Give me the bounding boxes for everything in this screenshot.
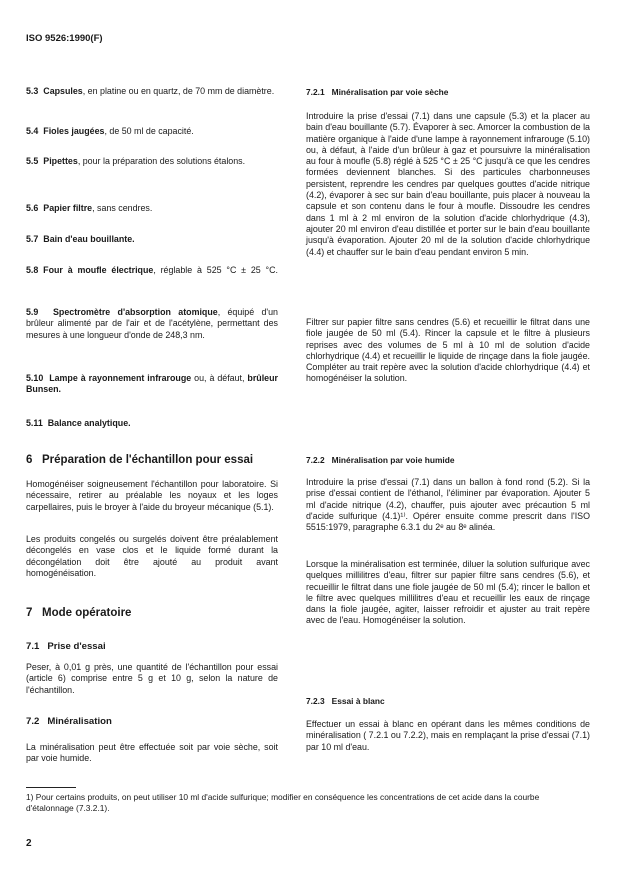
section-7-2-2-paragraph-2: Lorsque la minéralisation est terminée, diluer la solution sulfurique avec quelques millilitres d'eau, filtrer sur papier filtre sans cendres (5.6), et recueillir le filtrat dans une fiole jaugée de 50 ml (5.4); rincer le ballon et le filtre avec quelques millilitres d'eau et recueillir les eaux de rinçage dans la fiole jaugée, agiter, laisser refroidir et ajuster au trait repère avec de l'eau. Homogénéiser la solution. xyxy=(306,559,590,626)
section-title: Préparation de l'échantillon pour essai xyxy=(42,454,254,466)
item-term: Capsules xyxy=(43,86,83,96)
section-7-2-heading xyxy=(26,716,278,727)
section-7-1-paragraph: Peser, à 0,01 g près, une quantité de l'échantillon pour essai (article 6) comprise entre 5 g et 10 g, selon la nature de l'échantillon. xyxy=(26,662,278,695)
section-number: 7.2.3 xyxy=(306,696,325,706)
section-number: 7.2 xyxy=(26,716,40,727)
section-title: Mode opératoire xyxy=(42,607,132,619)
section-number: 7.2.1 xyxy=(306,87,325,97)
item-number: 5.4 xyxy=(26,126,39,136)
item-5-4 xyxy=(26,126,278,137)
section-7-2-paragraph: La minéralisation peut être effectuée soit par voie sèche, soit par voie humide. xyxy=(26,742,278,764)
item-5-11 xyxy=(26,418,278,429)
item-number: 5.5 xyxy=(26,156,39,166)
section-title: Minéralisation par voie sèche xyxy=(331,87,449,97)
section-number: 6 xyxy=(26,454,33,466)
item-5-3 xyxy=(26,86,278,97)
item-text: , de 50 ml de capacité. xyxy=(104,126,194,136)
item-5-5 xyxy=(26,156,278,167)
item-number: 5.11 xyxy=(26,418,43,428)
section-7-heading xyxy=(26,607,278,619)
item-5-6 xyxy=(26,203,278,214)
item-term: Bain d'eau bouillante. xyxy=(43,234,135,244)
section-number: 7.1 xyxy=(26,641,40,652)
item-term: Spectromètre d'absorption atomique xyxy=(53,307,218,317)
item-text: , pour la préparation des solutions étalons. xyxy=(77,156,246,166)
item-term: Lampe à rayonnement infrarouge xyxy=(49,373,192,383)
item-term-alt: brûleur Bunsen. xyxy=(26,373,278,395)
section-7-2-1-paragraph-1: Introduire la prise d'essai (7.1) dans une capsule (5.3) et la placer au bain d'eau bouillante (5.7). Évaporer à sec. Amorcer la combustion de la matière organique à l'aide d'une lampe à rayonnement infrarouge (5.10) ou, à défaut, à l'aide d'un brûleur à gaz et poursuivre la minéralisation au four à moufle (5.8) réglé à 525 °C ± 25 °C jusqu'à ce que les cendres formées deviennent blanches. Si des particules charbonneuses persistent, reprendre les cendres par quelques gouttes d'acide nitrique (4.2), évaporer à sec sur bain d'eau bouillante, puis placer à nouveau la capsule et son contenu dans le four à moufle. Dissoudre les cendres dans 1 ml à 2 ml environ de la solution d'acide chlorhydrique (4.3), ajouter 20 ml environ d'eau distillée et porter sur le bain d'eau bouillante jusqu'à évaporation. Ajouter 20 ml de la solution d'acide chlorhydrique (4.4) et chauffer sur le bain d'eau pendant environ 5 min. xyxy=(306,111,590,257)
section-7-1-heading xyxy=(26,641,278,652)
item-text: ou, à défaut, xyxy=(191,373,248,383)
item-number: 5.10 xyxy=(26,373,44,383)
item-term: Papier filtre xyxy=(43,203,93,213)
section-title: Minéralisation xyxy=(47,716,112,727)
section-6-heading xyxy=(26,454,278,466)
item-number: 5.7 xyxy=(26,234,39,244)
item-5-10 xyxy=(26,373,278,396)
section-number: 7.2.2 xyxy=(306,455,325,465)
section-7-2-2-heading xyxy=(306,455,590,465)
item-5-7 xyxy=(26,234,278,245)
section-title: Essai à blanc xyxy=(331,696,385,706)
item-number: 5.6 xyxy=(26,203,39,213)
section-title: Minéralisation par voie humide xyxy=(331,455,455,465)
section-number: 7 xyxy=(26,607,33,619)
section-6-paragraph-1: Homogénéiser soigneusement l'échantillon pour laboratoire. Si nécessaire, retirer au préalable les noyaux et les loges carpellaires, puis le broyer à l'aide du broyeur mécanique (5.1). xyxy=(26,479,278,512)
section-7-2-2-paragraph-1: Introduire la prise d'essai (7.1) dans un ballon à fond rond (5.2). Si la prise d'essai contient de l'éthanol, l'éliminer par évaporation. Ajouter 5 ml d'acide nitrique (4.2), chauffer, puis ajouter avec précaution 5 ml d'acide sulfurique (4.1)¹⁾. Opérer ensuite comme prescrit dans l'ISO 5515:1979, paragraphe 6.3.1 du 2ᵉ au 8ᵉ alinéa. xyxy=(306,477,590,533)
item-number: 5.9 xyxy=(26,307,39,317)
section-7-2-3-heading xyxy=(306,696,590,706)
item-text: , équipé d'un brûleur alimenté par de l'air et de l'acétylène, permettant des mesures à une longueur d'onde de 248,3 nm. xyxy=(26,307,278,340)
item-number: 5.3 xyxy=(26,86,39,96)
section-6-paragraph-2: Les produits congelés ou surgelés doivent être préalablement décongelés en vase clos et le liquide formé durant la décongélation doit être ajouté au produit avant homogénéisation. xyxy=(26,534,278,578)
item-5-9 xyxy=(26,307,278,341)
section-7-2-3-paragraph: Effectuer un essai à blanc en opérant dans les mêmes conditions de minéralisation ( 7.2.1 ou 7.2.2), mais en remplaçant la prise d'essai (7.1) par 10 ml d'eau. xyxy=(306,719,590,752)
item-text: , en platine ou en quartz, de 70 mm de diamètre. xyxy=(82,86,275,96)
document-id-header: ISO 9526:1990(F) xyxy=(26,33,103,44)
section-7-2-1-heading xyxy=(306,87,590,97)
item-term: Fioles jaugées xyxy=(43,126,105,136)
footnote: 1) Pour certains produits, on peut utiliser 10 ml d'acide sulfurique; modifier en conséquence les concentrations de cet acide dans la courbe d'étalonnage (7.3.2.1). xyxy=(26,792,540,813)
item-term: Pipettes xyxy=(43,156,78,166)
item-number: 5.8 xyxy=(26,265,39,275)
page-number: 2 xyxy=(26,838,32,849)
item-text: , réglable à 525 °C ± 25 °C. xyxy=(153,265,278,275)
section-7-2-1-paragraph-2: Filtrer sur papier filtre sans cendres (5.6) et recueillir le filtrat dans une fiole jaugée de 50 ml (5.4). Rincer la capsule et le filtre à plusieurs reprises avec des volumes de 5 ml à 10 ml de solution d'acide chlorhydrique (4.4) et recueillir le liquide de rinçage dans la fiole jaugée. Compléter au trait repère avec la solution d'acide chlorhydrique (4.4) et homogénéiser la solution. xyxy=(306,317,590,384)
item-term: Four à moufle électrique xyxy=(43,265,154,275)
item-text: , sans cendres. xyxy=(92,203,153,213)
item-5-8 xyxy=(26,265,278,276)
item-term: Balance analytique. xyxy=(47,418,131,428)
section-title: Prise d'essai xyxy=(47,641,106,652)
footnote-separator xyxy=(26,787,76,788)
